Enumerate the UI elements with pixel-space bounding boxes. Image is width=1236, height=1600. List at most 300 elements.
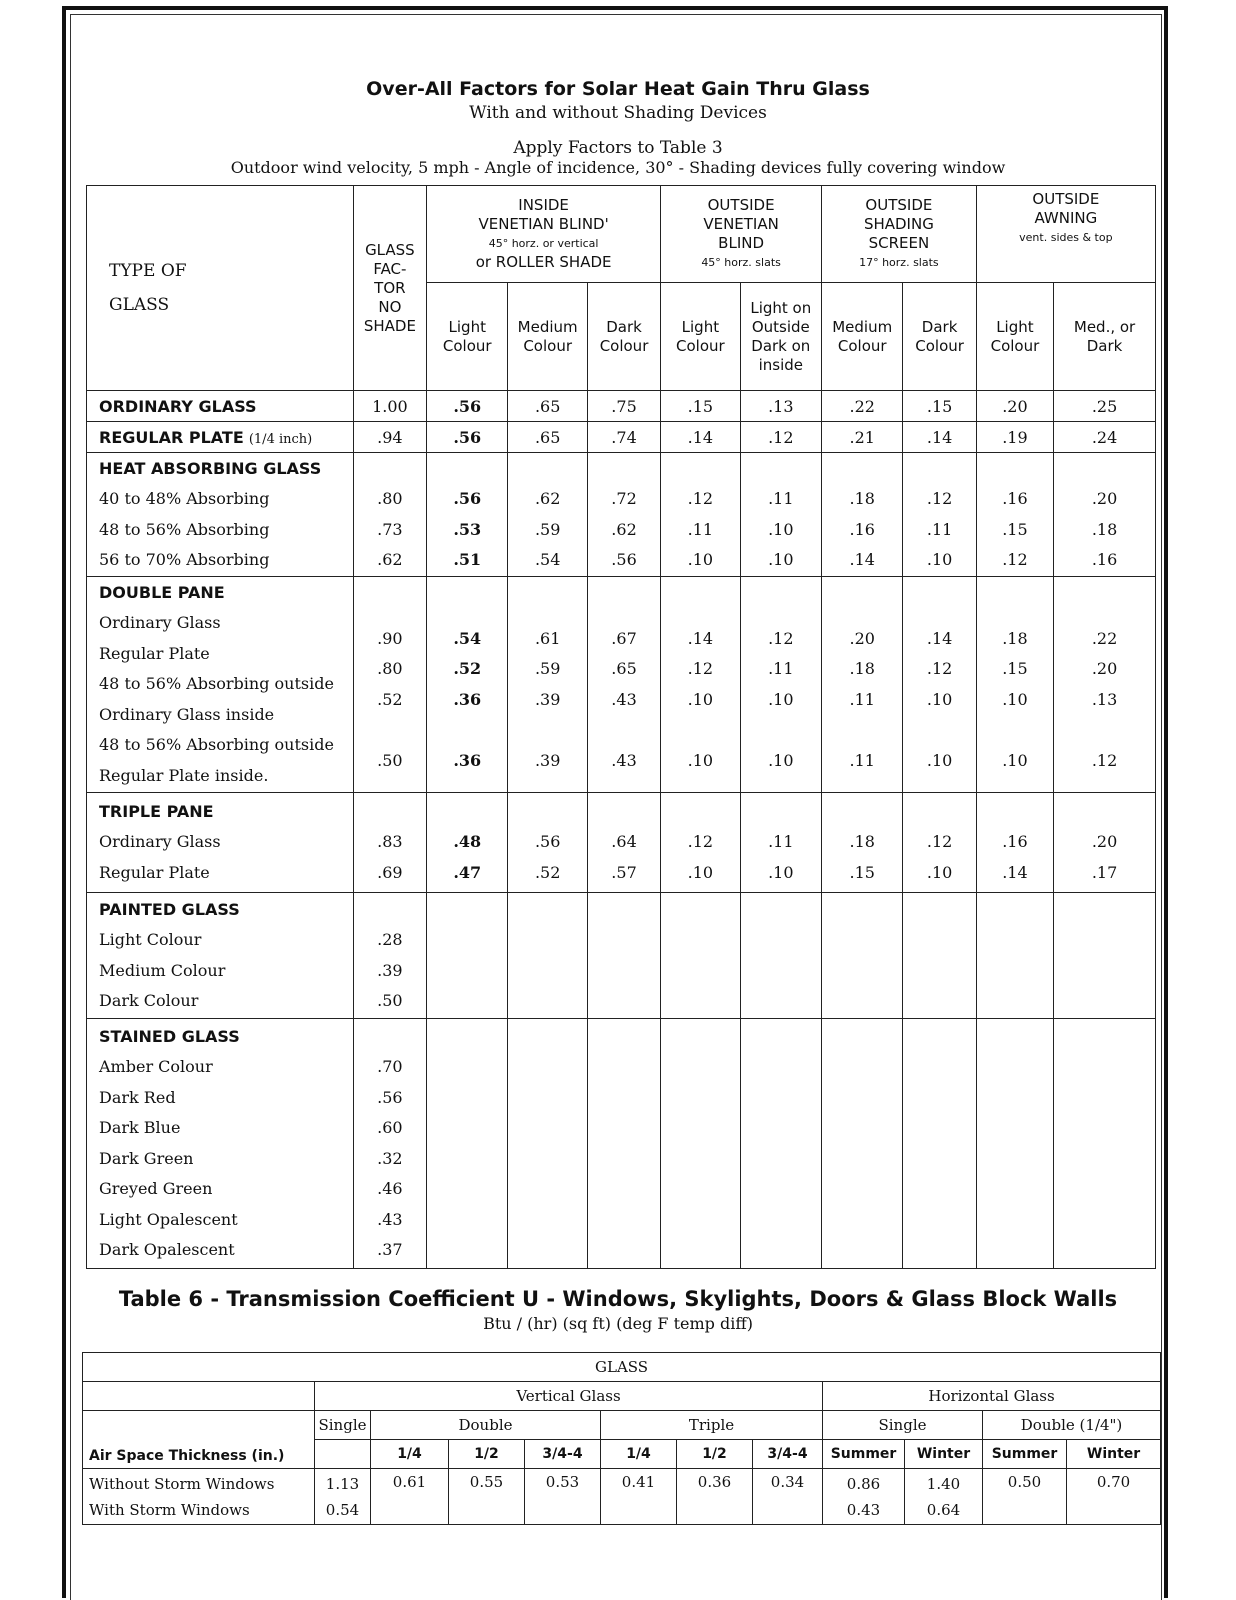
air-cell: 3/4-4 bbox=[753, 1440, 823, 1469]
value-column bbox=[508, 793, 587, 893]
value-column bbox=[353, 577, 426, 793]
empty-cell bbox=[976, 893, 1053, 1019]
glass-header: GLASS bbox=[83, 1353, 1161, 1382]
value-cell bbox=[823, 1469, 905, 1525]
value: .17 bbox=[1091, 862, 1118, 882]
value: .12 bbox=[768, 628, 794, 648]
value-column bbox=[353, 793, 426, 893]
section-title: DOUBLE PANE bbox=[99, 582, 225, 602]
value: .80 bbox=[377, 489, 403, 508]
row-label: Greyed Green bbox=[99, 1179, 213, 1198]
row-label: 48 to 56% Absorbing outside bbox=[99, 674, 334, 694]
group-title: INSIDE bbox=[518, 196, 569, 214]
single-header: Single bbox=[315, 1411, 371, 1440]
value: .11 bbox=[849, 689, 875, 709]
value-cell: .15 bbox=[661, 391, 740, 422]
empty-cell bbox=[661, 1019, 740, 1269]
value-cell: .65 bbox=[508, 422, 587, 453]
factor-header-line: NO bbox=[378, 297, 402, 316]
empty-cell bbox=[508, 893, 587, 1019]
value-cell bbox=[371, 1469, 449, 1525]
value: .43 bbox=[611, 750, 637, 770]
group-note: 45° horz. slats bbox=[701, 256, 781, 269]
value: .10 bbox=[1002, 750, 1028, 770]
value-cell: .20 bbox=[976, 391, 1053, 422]
row-label-main: REGULAR PLATE bbox=[99, 427, 244, 447]
value-cell: .15 bbox=[903, 391, 976, 422]
value: .14 bbox=[687, 628, 714, 648]
value-cell: .19 bbox=[976, 422, 1053, 453]
subhead-line: Light on bbox=[750, 298, 812, 317]
value-column bbox=[661, 577, 740, 793]
value-cell: .12 bbox=[740, 422, 821, 453]
value-cell: .14 bbox=[903, 422, 976, 453]
value-cell: .13 bbox=[740, 391, 821, 422]
value: .20 bbox=[1091, 659, 1118, 678]
value: .18 bbox=[849, 832, 875, 852]
row-label: 56 to 70% Absorbing bbox=[99, 550, 270, 569]
subhead-line: Colour bbox=[523, 336, 572, 355]
value: 1.40 bbox=[926, 1474, 961, 1493]
h-double-header: Double (1/4") bbox=[983, 1411, 1161, 1440]
value-cell bbox=[601, 1469, 677, 1525]
row-label: Regular Plate bbox=[99, 643, 210, 663]
value: .22 bbox=[1091, 628, 1118, 648]
inside-venetian-header bbox=[427, 186, 661, 283]
value: .43 bbox=[377, 1209, 403, 1229]
empty-cell bbox=[740, 893, 821, 1019]
value-column bbox=[587, 453, 660, 577]
row-label: Dark Green bbox=[99, 1148, 194, 1168]
value-cell bbox=[905, 1469, 983, 1525]
value-column bbox=[740, 577, 821, 793]
air-cell: 3/4-4 bbox=[525, 1440, 601, 1469]
air-cell: 1/2 bbox=[677, 1440, 753, 1469]
apply-note: Apply Factors to Table 3 bbox=[513, 138, 723, 158]
outside-screen-header bbox=[822, 186, 977, 283]
row-label bbox=[87, 422, 354, 453]
table-section bbox=[87, 793, 1156, 893]
empty-cell bbox=[1054, 1019, 1156, 1269]
group-title: SHADING bbox=[863, 215, 934, 233]
section-labels bbox=[87, 793, 354, 893]
row-label: With Storm Windows bbox=[89, 1500, 250, 1519]
table-section bbox=[87, 577, 1156, 793]
section-title: STAINED GLASS bbox=[99, 1026, 240, 1046]
value: .60 bbox=[377, 1118, 403, 1137]
value-cell: .22 bbox=[822, 391, 903, 422]
value: 0.61 bbox=[392, 1473, 427, 1491]
value: .73 bbox=[377, 519, 403, 539]
value: .80 bbox=[377, 659, 403, 678]
empty-cell bbox=[661, 893, 740, 1019]
value: .50 bbox=[377, 991, 403, 1010]
subhead-line: Colour bbox=[837, 336, 887, 355]
section-labels bbox=[87, 893, 354, 1019]
value-column bbox=[427, 577, 508, 793]
value: .11 bbox=[768, 489, 794, 508]
subhead-line: Colour bbox=[676, 336, 725, 355]
empty-cell bbox=[587, 893, 660, 1019]
group-title: VENETIAN bbox=[703, 215, 779, 233]
type-header-line: GLASS bbox=[109, 295, 170, 315]
subhead-line: Dark on bbox=[751, 336, 811, 355]
subhead-line: Dark bbox=[606, 317, 642, 336]
value-column bbox=[740, 793, 821, 893]
vertical-glass-header: Vertical Glass bbox=[315, 1382, 823, 1411]
value: .10 bbox=[926, 550, 953, 569]
value-column bbox=[508, 577, 587, 793]
subhead-line: Medium bbox=[832, 317, 893, 336]
table-section bbox=[87, 453, 1156, 577]
value: .11 bbox=[849, 750, 875, 770]
value: .10 bbox=[1002, 689, 1028, 709]
row-label: Regular Plate inside. bbox=[99, 765, 269, 785]
value: .69 bbox=[377, 862, 403, 882]
value: .15 bbox=[1002, 519, 1028, 539]
value: .10 bbox=[768, 862, 794, 882]
value: 0.34 bbox=[770, 1473, 805, 1491]
value: .72 bbox=[611, 489, 637, 508]
value: 0.86 bbox=[846, 1474, 881, 1493]
transmission-table bbox=[82, 1352, 1161, 1525]
value: 0.36 bbox=[697, 1473, 732, 1491]
value-column bbox=[427, 453, 508, 577]
value-cell: .21 bbox=[822, 422, 903, 453]
value: .13 bbox=[1091, 689, 1118, 709]
group-note: 17° horz. slats bbox=[859, 256, 939, 269]
value-column bbox=[822, 577, 903, 793]
group-extra: or ROLLER SHADE bbox=[475, 253, 612, 271]
subhead-line: Colour bbox=[915, 336, 964, 355]
row-label: Dark Blue bbox=[99, 1118, 181, 1137]
value: 0.54 bbox=[325, 1500, 360, 1519]
value: .10 bbox=[926, 862, 953, 882]
value: .14 bbox=[926, 628, 953, 648]
glass-factor-header bbox=[353, 186, 426, 391]
air-cell: Summer bbox=[823, 1440, 905, 1469]
value-column bbox=[976, 453, 1053, 577]
value-column bbox=[587, 793, 660, 893]
section-labels bbox=[87, 577, 354, 793]
table-section bbox=[87, 1019, 1156, 1269]
empty-cell bbox=[1054, 893, 1156, 1019]
value-cell: .75 bbox=[587, 391, 660, 422]
section-title: PAINTED GLASS bbox=[99, 899, 240, 919]
value: .39 bbox=[534, 750, 561, 770]
value-column bbox=[1054, 577, 1156, 793]
row-label: Light Opalescent bbox=[99, 1209, 238, 1229]
value: .10 bbox=[926, 689, 953, 709]
row-label: Dark Red bbox=[99, 1087, 176, 1107]
row-label: Ordinary Glass bbox=[99, 832, 221, 852]
air-cell: 1/4 bbox=[371, 1440, 449, 1469]
value: .10 bbox=[687, 750, 714, 770]
empty-cell bbox=[427, 1019, 508, 1269]
air-cell: Winter bbox=[905, 1440, 983, 1469]
value-column bbox=[740, 453, 821, 577]
value-column bbox=[903, 453, 976, 577]
value-column bbox=[587, 577, 660, 793]
factor-header-line: SHADE bbox=[363, 316, 416, 335]
page-subtitle: With and without Shading Devices bbox=[469, 103, 767, 123]
group-title: BLIND bbox=[718, 234, 765, 252]
value: .12 bbox=[926, 489, 953, 508]
row-label: Dark Opalescent bbox=[99, 1240, 235, 1259]
type-header-line: TYPE OF bbox=[109, 261, 187, 281]
value-column bbox=[508, 453, 587, 577]
table-row bbox=[87, 391, 1156, 422]
value: .11 bbox=[926, 519, 953, 539]
value-column bbox=[976, 793, 1053, 893]
solar-factor-table bbox=[86, 185, 1156, 1269]
table-row bbox=[87, 422, 1156, 453]
value: .46 bbox=[377, 1179, 403, 1198]
empty-cell bbox=[587, 1019, 660, 1269]
value-cell bbox=[677, 1469, 753, 1525]
value: .12 bbox=[687, 659, 714, 678]
value: .18 bbox=[849, 659, 875, 678]
empty-cell bbox=[976, 1019, 1053, 1269]
value: .56 bbox=[611, 550, 637, 569]
horizontal-glass-header: Horizontal Glass bbox=[823, 1382, 1161, 1411]
value-column bbox=[976, 577, 1053, 793]
empty-cell bbox=[903, 1019, 976, 1269]
value-cell bbox=[525, 1469, 601, 1525]
row-labels bbox=[83, 1469, 315, 1525]
section-labels bbox=[87, 1019, 354, 1269]
value-column bbox=[353, 1019, 426, 1269]
value: .12 bbox=[687, 832, 714, 852]
value: 0.41 bbox=[621, 1473, 656, 1491]
row-label: ORDINARY GLASS bbox=[87, 391, 354, 422]
double-header: Double bbox=[371, 1411, 601, 1440]
table6-units: Btu / (hr) (sq ft) (deg F temp diff) bbox=[483, 1314, 753, 1333]
value-cell: .65 bbox=[508, 391, 587, 422]
value: .59 bbox=[534, 519, 561, 539]
subhead-line: Colour bbox=[442, 336, 492, 355]
section-title: TRIPLE PANE bbox=[99, 801, 214, 821]
subhead-line: Colour bbox=[990, 336, 1040, 355]
value: .12 bbox=[926, 832, 953, 852]
value: .20 bbox=[1091, 489, 1118, 508]
subhead-line: Medium bbox=[517, 317, 578, 336]
value-column bbox=[353, 893, 426, 1019]
group-title: SCREEN bbox=[868, 234, 930, 252]
group-title: OUTSIDE bbox=[707, 196, 775, 214]
value: .39 bbox=[534, 689, 561, 709]
subhead-cell bbox=[661, 283, 740, 391]
row-label: Dark Colour bbox=[99, 991, 199, 1010]
row-label-small: (1/4 inch) bbox=[248, 431, 313, 447]
value-cell: .94 bbox=[353, 422, 426, 453]
value: .36 bbox=[453, 689, 482, 709]
group-title: VENETIAN BLIND' bbox=[478, 215, 609, 233]
air-cell: 1/4 bbox=[601, 1440, 677, 1469]
subhead-line: Med., or bbox=[1073, 317, 1136, 336]
value: .54 bbox=[453, 628, 482, 648]
conditions-note: Outdoor wind velocity, 5 mph - Angle of incidence, 30° - Shading devices fully covering window bbox=[230, 158, 1006, 177]
value: 1.13 bbox=[325, 1474, 360, 1493]
value: .12 bbox=[1091, 750, 1118, 770]
value: 0.70 bbox=[1096, 1473, 1131, 1491]
value: 0.64 bbox=[926, 1500, 961, 1519]
empty-cell bbox=[427, 893, 508, 1019]
air-space-label: Air Space Thickness (in.) bbox=[83, 1411, 315, 1469]
subhead-cell bbox=[976, 283, 1053, 391]
value: .11 bbox=[768, 659, 794, 678]
value: .53 bbox=[453, 519, 482, 539]
value-cell bbox=[1067, 1469, 1161, 1525]
empty-cell bbox=[315, 1440, 371, 1469]
value: .10 bbox=[687, 689, 714, 709]
value: .10 bbox=[768, 750, 794, 770]
value: .11 bbox=[687, 519, 714, 539]
section-title: HEAT ABSORBING GLASS bbox=[99, 458, 322, 478]
value: .11 bbox=[768, 832, 794, 852]
value-column bbox=[822, 793, 903, 893]
value-column bbox=[822, 453, 903, 577]
value: .14 bbox=[849, 550, 875, 569]
value-cell: .14 bbox=[661, 422, 740, 453]
value: .15 bbox=[1002, 659, 1028, 678]
type-of-glass-header bbox=[87, 186, 354, 391]
air-cell: 1/2 bbox=[449, 1440, 525, 1469]
group-note: 45° horz. or vertical bbox=[488, 237, 599, 250]
subhead-line: Outside bbox=[751, 317, 810, 336]
value: .51 bbox=[453, 550, 482, 569]
value: .67 bbox=[611, 628, 637, 648]
value-column bbox=[353, 453, 426, 577]
value-cell: .56 bbox=[427, 391, 508, 422]
table6-title: Table 6 - Transmission Coefficient U - Windows, Skylights, Doors & Glass Block Walls bbox=[118, 1287, 1118, 1311]
value: .18 bbox=[1002, 628, 1028, 648]
empty-cell bbox=[83, 1382, 315, 1411]
factor-header-line: GLASS bbox=[365, 240, 415, 259]
empty-cell bbox=[508, 1019, 587, 1269]
value: .36 bbox=[453, 750, 482, 770]
row-label: 40 to 48% Absorbing bbox=[99, 489, 270, 508]
value-column bbox=[661, 793, 740, 893]
value-column bbox=[903, 577, 976, 793]
row-label: Amber Colour bbox=[99, 1057, 213, 1076]
value: .62 bbox=[534, 489, 561, 508]
value: 0.53 bbox=[545, 1473, 580, 1491]
value: .16 bbox=[849, 519, 875, 539]
subhead-cell bbox=[1054, 283, 1156, 391]
value: .10 bbox=[768, 689, 794, 709]
value: .20 bbox=[849, 628, 875, 648]
value: .16 bbox=[1002, 489, 1028, 508]
value: .61 bbox=[534, 628, 561, 648]
value: .56 bbox=[534, 832, 561, 852]
page-title: Over-All Factors for Solar Heat Gain Thru Glass bbox=[366, 78, 870, 100]
value: .59 bbox=[534, 659, 561, 678]
value: 0.50 bbox=[1007, 1473, 1042, 1491]
subhead-cell bbox=[903, 283, 976, 391]
value: .70 bbox=[377, 1057, 403, 1076]
empty-cell bbox=[822, 1019, 903, 1269]
subhead-cell bbox=[587, 283, 660, 391]
value: .16 bbox=[1002, 832, 1028, 852]
value-cell bbox=[753, 1469, 823, 1525]
subhead-cell bbox=[822, 283, 903, 391]
group-title: OUTSIDE bbox=[865, 196, 933, 214]
value: .47 bbox=[453, 862, 482, 882]
value: .65 bbox=[611, 659, 637, 678]
value: .57 bbox=[611, 862, 637, 882]
row-label: Ordinary Glass bbox=[99, 613, 221, 633]
row-label: 48 to 56% Absorbing outside bbox=[99, 735, 334, 755]
value: .12 bbox=[687, 489, 714, 508]
value-cell: .56 bbox=[427, 422, 508, 453]
value: 0.55 bbox=[469, 1473, 504, 1491]
value-cell: .25 bbox=[1054, 391, 1156, 422]
group-title: AWNING bbox=[1034, 209, 1098, 227]
row-label: Light Colour bbox=[99, 930, 202, 949]
value: .10 bbox=[768, 519, 794, 539]
value: .52 bbox=[453, 659, 482, 678]
empty-cell bbox=[740, 1019, 821, 1269]
table-section bbox=[87, 893, 1156, 1019]
section-labels bbox=[87, 453, 354, 577]
value: .56 bbox=[377, 1087, 403, 1107]
value-column bbox=[427, 793, 508, 893]
value: .12 bbox=[1002, 550, 1028, 569]
row-label: Ordinary Glass inside bbox=[99, 704, 275, 724]
value-column bbox=[1054, 453, 1156, 577]
value: .16 bbox=[1091, 550, 1118, 569]
value-cell bbox=[449, 1469, 525, 1525]
value: .10 bbox=[687, 862, 714, 882]
subhead-line: Light bbox=[681, 317, 720, 336]
subhead-line: inside bbox=[758, 355, 803, 374]
outside-venetian-header bbox=[661, 186, 822, 283]
value-cell bbox=[983, 1469, 1067, 1525]
value: .28 bbox=[377, 930, 403, 949]
subhead-cell bbox=[740, 283, 821, 391]
outside-awning-header bbox=[976, 186, 1155, 283]
value: .54 bbox=[534, 550, 561, 569]
subhead-line: Dark bbox=[921, 317, 958, 336]
value: .50 bbox=[377, 750, 403, 770]
subhead-cell bbox=[427, 283, 508, 391]
value-cell: .24 bbox=[1054, 422, 1156, 453]
value: .10 bbox=[768, 550, 794, 569]
value-cell bbox=[315, 1469, 371, 1525]
empty-cell bbox=[903, 893, 976, 1019]
value: .18 bbox=[1091, 519, 1118, 539]
value: .48 bbox=[453, 832, 482, 852]
factor-header-line: FAC- bbox=[373, 259, 407, 278]
value: .43 bbox=[611, 689, 637, 709]
value: .20 bbox=[1091, 832, 1118, 852]
air-cell: Winter bbox=[1067, 1440, 1161, 1469]
triple-header: Triple bbox=[601, 1411, 823, 1440]
value: 0.43 bbox=[846, 1500, 881, 1519]
value: .64 bbox=[611, 832, 637, 852]
value: .83 bbox=[377, 832, 403, 852]
value-column bbox=[1054, 793, 1156, 893]
value: .10 bbox=[926, 750, 953, 770]
row-label: Medium Colour bbox=[99, 960, 226, 980]
subhead-line: Colour bbox=[599, 336, 649, 355]
value: .62 bbox=[377, 550, 403, 569]
value-cell: .74 bbox=[587, 422, 660, 453]
group-note: vent. sides & top bbox=[1019, 231, 1113, 244]
value: .18 bbox=[849, 489, 875, 508]
value: .10 bbox=[687, 550, 714, 569]
